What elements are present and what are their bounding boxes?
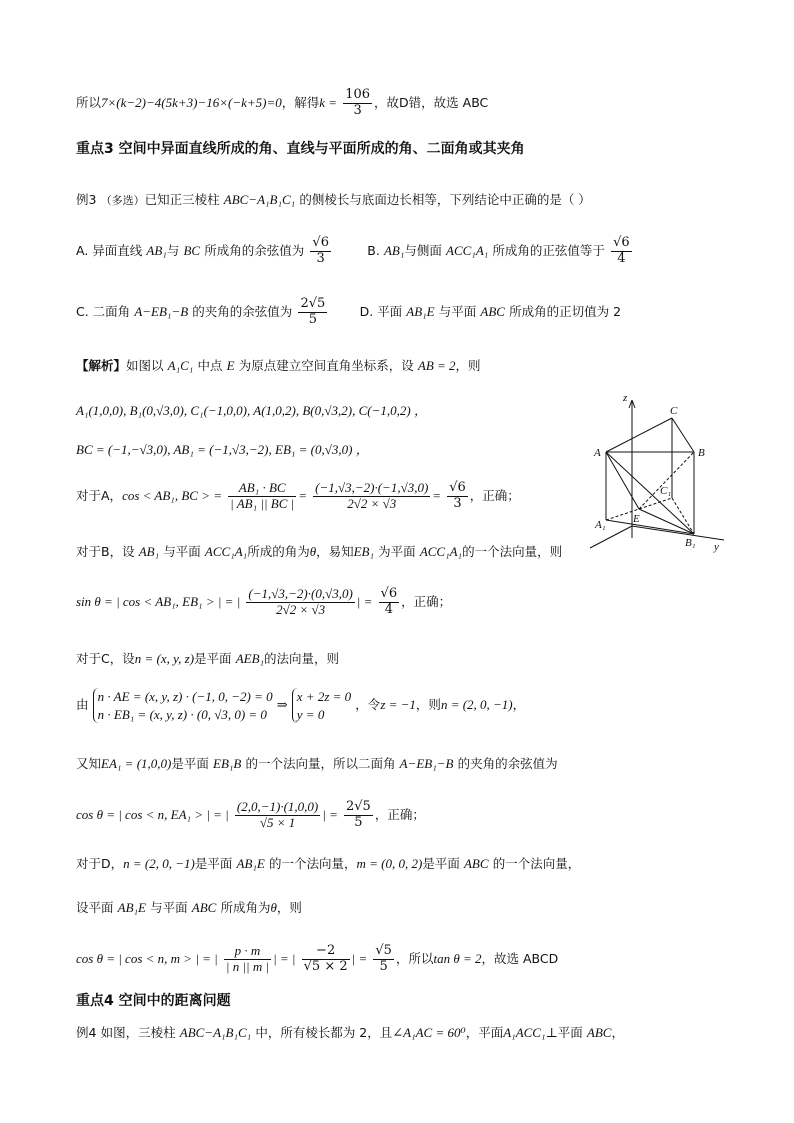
text: ，正确； bbox=[469, 487, 520, 503]
text: 的一个法向量，所以二面角 bbox=[245, 756, 396, 771]
equals: = bbox=[298, 487, 307, 503]
plane: AB₁E bbox=[117, 900, 146, 915]
text: ，正确； bbox=[401, 593, 452, 609]
numerator: (2,0,−1)·(1,0,0) bbox=[236, 799, 319, 814]
theta: θ bbox=[270, 900, 277, 915]
text: 是平面 bbox=[422, 856, 460, 871]
denominator: | AB₁ || BC | bbox=[230, 495, 295, 511]
fraction bbox=[310, 236, 331, 267]
edge-cb bbox=[672, 418, 694, 452]
text: 的一个法向量， bbox=[492, 856, 581, 871]
system-right bbox=[292, 688, 351, 723]
heading-3: 重点3 空间中异面直线所成的角、直线与平面所成的角、二面角或其夹角 bbox=[76, 141, 525, 157]
step-c-1 bbox=[76, 651, 339, 668]
fraction bbox=[298, 297, 327, 328]
solution-eq-1: x + 2z = 0 bbox=[296, 689, 352, 704]
text: 中，所有棱长都为 2，且 bbox=[255, 1025, 393, 1040]
example-label: 例3 bbox=[76, 192, 97, 207]
numerator: 2√5 bbox=[346, 799, 371, 814]
text: ， bbox=[611, 1025, 624, 1040]
fraction bbox=[379, 587, 400, 618]
vector-n: n = (x, y, z) bbox=[134, 651, 195, 666]
cos-expr: cos θ = | cos < n, EA₁ > | = | bbox=[76, 806, 229, 822]
plane: ABC bbox=[463, 856, 489, 871]
text: 是平面 bbox=[194, 651, 232, 666]
fraction bbox=[313, 481, 430, 512]
label-a1: A₁ bbox=[595, 519, 606, 531]
text: ，则 bbox=[276, 900, 302, 915]
text: 的一个法向量， bbox=[268, 856, 357, 871]
text: 由 bbox=[76, 697, 89, 713]
line-ab1: AB₁ bbox=[138, 544, 160, 559]
label-b1: B₁ bbox=[685, 537, 696, 549]
edge-length: AB = 2 bbox=[417, 358, 456, 373]
label-c: C bbox=[670, 405, 678, 417]
numerator: −2 bbox=[302, 944, 350, 960]
segment-ae bbox=[606, 452, 639, 509]
label-a: A bbox=[594, 447, 601, 459]
plane: ACC₁A₁ bbox=[419, 544, 463, 559]
abs-close: | = | bbox=[273, 950, 296, 966]
denominator: 3 bbox=[453, 495, 462, 511]
text: 是平面 bbox=[171, 756, 209, 771]
denominator: 5 bbox=[354, 814, 363, 830]
text: 又知 bbox=[76, 756, 102, 771]
line-bc: BC bbox=[183, 242, 201, 258]
text: 对于B，设 bbox=[76, 544, 135, 559]
tan-value: tan θ = 2 bbox=[433, 950, 482, 966]
equation: 7×(k−2)−4(5k+3)−16×(−k+5)=0 bbox=[101, 94, 282, 110]
numerator: √5 bbox=[375, 943, 392, 958]
text: ，则 bbox=[415, 697, 441, 713]
text: 与平面 bbox=[438, 303, 477, 319]
text: 所成角的余弦值为 bbox=[204, 242, 305, 258]
prism-figure bbox=[582, 388, 730, 558]
fraction bbox=[246, 587, 354, 618]
text: 为原点建立空间直角坐标系，设 bbox=[238, 358, 414, 373]
z-value: z = −1 bbox=[380, 697, 416, 713]
multi-select-tag: （多选） bbox=[100, 194, 145, 207]
dihedral-angle: A−EB₁−B bbox=[134, 303, 189, 319]
denominator: 5 bbox=[308, 311, 317, 327]
fraction bbox=[343, 88, 372, 119]
numerator: √6 bbox=[380, 586, 398, 601]
fraction bbox=[224, 944, 271, 975]
vector-n: n = (2, 0, −1) bbox=[123, 856, 195, 871]
numerator: (−1,√3,−2)·(0,√3,0) bbox=[248, 586, 353, 601]
y-axis bbox=[632, 526, 724, 540]
segment-eb1 bbox=[639, 509, 694, 534]
step-d-1 bbox=[76, 856, 580, 873]
plane: AEB₁ bbox=[235, 651, 265, 666]
numerator: √6 bbox=[449, 480, 466, 495]
sin-expr: sin θ = | cos < AB₁, EB₁ > | = | bbox=[76, 593, 241, 609]
denominator: 5 bbox=[379, 958, 388, 974]
text: 所成角为 bbox=[220, 900, 271, 915]
text: ，令 bbox=[355, 697, 381, 713]
coordinates: A₁(1,0,0), B₁(0,√3,0), C₁(−1,0,0), A(1,0,2), B(0,√3,2), C(−1,0,2) ， bbox=[76, 403, 427, 418]
text: 与平面 bbox=[150, 900, 188, 915]
numerator: √6 bbox=[613, 235, 630, 250]
text: ，则 bbox=[455, 358, 481, 373]
vector: EA₁ = (1,0,0) bbox=[101, 756, 172, 771]
edge-ac bbox=[606, 418, 672, 452]
denominator: 3 bbox=[353, 102, 362, 118]
numerator: 2√5 bbox=[300, 296, 326, 311]
plane: ABC bbox=[191, 900, 217, 915]
example-label: 例4 bbox=[76, 1025, 97, 1040]
text: 的夹角的余弦值为 bbox=[457, 756, 558, 771]
plane: ACC₁A₁ bbox=[446, 242, 489, 258]
text: 的一个法向量，则 bbox=[462, 544, 563, 559]
text: 的侧棱长与底面边长相等，下列结论中正确的是（ ） bbox=[299, 192, 591, 207]
text: 所成的角为 bbox=[247, 544, 310, 559]
step-c-4 bbox=[76, 800, 425, 831]
label-c1: C₁ bbox=[660, 485, 672, 497]
denominator: 2√2 × √3 bbox=[347, 495, 397, 511]
text: 如图，三棱柱 bbox=[100, 1025, 176, 1040]
text: C. 二面角 bbox=[76, 303, 131, 319]
text: ，所以 bbox=[395, 950, 434, 966]
label-b: B bbox=[698, 447, 705, 459]
fraction bbox=[447, 481, 468, 512]
text: 对于D， bbox=[76, 856, 124, 871]
text: 的夹角的余弦值为 bbox=[192, 303, 293, 319]
fraction bbox=[235, 800, 320, 831]
example-4 bbox=[76, 1025, 624, 1042]
text: ，易知 bbox=[316, 544, 354, 559]
denominator: | n || m | bbox=[225, 958, 270, 974]
denominator: 2√2 × √3 bbox=[276, 601, 326, 617]
perpendicular-symbol: ⊥ bbox=[545, 1025, 558, 1040]
step-d-3 bbox=[76, 944, 558, 975]
text: 中点 bbox=[197, 358, 223, 373]
numerator: (−1,√3,−2)·(−1,√3,0) bbox=[315, 480, 429, 495]
label-e: E bbox=[633, 513, 640, 525]
text: ，解得 bbox=[281, 94, 320, 110]
step-d-2 bbox=[76, 900, 302, 917]
text: 所成角的正切值为 2 bbox=[509, 303, 622, 319]
vector-m: m = (0, 0, 2) bbox=[356, 856, 423, 871]
abs-close: | = bbox=[322, 806, 338, 822]
fraction bbox=[302, 944, 350, 975]
text: 为平面 bbox=[378, 544, 416, 559]
step-b-1 bbox=[76, 544, 562, 561]
solution-eq-2: y = 0 bbox=[296, 706, 325, 722]
text: 已知正三棱柱 bbox=[144, 192, 220, 207]
text: 所以 bbox=[76, 94, 102, 110]
plane: EB₁B bbox=[213, 756, 242, 771]
denominator: √5 × 2 bbox=[303, 958, 348, 974]
text: 的法向量，则 bbox=[264, 651, 340, 666]
plane: AB₁E bbox=[236, 856, 265, 871]
step-b-2 bbox=[76, 587, 451, 618]
numerator: AB₁ · BC bbox=[228, 481, 296, 497]
fraction bbox=[228, 481, 296, 512]
cos-expr: cos θ = | cos < n, m > | = | bbox=[76, 950, 218, 966]
denominator: √5 × 1 bbox=[259, 814, 296, 830]
plane: ABC bbox=[586, 1025, 612, 1040]
heading-4: 重点4 空间中的距离问题 bbox=[76, 993, 231, 1009]
plane: ABC bbox=[480, 303, 505, 319]
line-1 bbox=[76, 88, 488, 119]
system-left bbox=[93, 688, 273, 723]
vector: EB₁ bbox=[353, 544, 375, 559]
line-ab1: AB₁ bbox=[146, 242, 167, 258]
step-c-2 bbox=[76, 688, 525, 723]
text: 对于A， bbox=[76, 487, 123, 503]
label-y: y bbox=[714, 541, 719, 553]
text: 平面 bbox=[557, 1025, 583, 1040]
text: 所成角的正弦值等于 bbox=[492, 242, 605, 258]
text: 设平面 bbox=[76, 900, 114, 915]
numerator: p · m bbox=[224, 944, 271, 960]
plane: AB₁E bbox=[406, 303, 435, 319]
step-c-3 bbox=[76, 756, 558, 773]
text: 与侧面 bbox=[404, 242, 442, 258]
option-a bbox=[76, 236, 634, 267]
n-value: n = (2, 0, −1) bbox=[440, 697, 513, 713]
numerator: 106 bbox=[345, 87, 371, 102]
prism: ABC−A₁B₁C₁ bbox=[179, 1025, 252, 1040]
numerator: √6 bbox=[312, 235, 329, 250]
implies-arrow: ⇒ bbox=[276, 697, 288, 713]
text: 对于C，设 bbox=[76, 651, 135, 666]
text: ，故D错，故选 ABC bbox=[374, 94, 489, 110]
denominator: 4 bbox=[617, 250, 626, 266]
system-eq-2: n · EB₁ = (x, y, z) · (0, √3, 0) = 0 bbox=[97, 706, 267, 722]
denominator: 3 bbox=[316, 250, 325, 266]
line-ab1: AB₁ bbox=[383, 242, 405, 258]
text: ， bbox=[512, 697, 526, 713]
text: 如图以 bbox=[126, 358, 164, 373]
solution-label: 【解析】 bbox=[76, 358, 127, 373]
angle: ∠A₁AC = 60⁰ bbox=[392, 1025, 466, 1040]
dihedral-angle: A−EB₁−B bbox=[399, 756, 454, 771]
vectors: BC = (−1,−√3,0), AB₁ = (−1,√3,−2), EB₁ = (0,√3,0) ， bbox=[76, 442, 369, 457]
equals: = bbox=[432, 487, 442, 503]
fraction bbox=[344, 800, 373, 831]
abs-close: | = bbox=[356, 593, 373, 609]
plane: ACC₁A₁ bbox=[204, 544, 248, 559]
option-c-d bbox=[76, 297, 621, 328]
fraction bbox=[611, 236, 632, 267]
solution-intro bbox=[76, 358, 481, 375]
step-a bbox=[76, 481, 520, 512]
denominator: 4 bbox=[384, 601, 393, 617]
segment: A₁C₁ bbox=[167, 358, 194, 373]
text: ，故选 ABCD bbox=[481, 950, 559, 966]
text: 是平面 bbox=[194, 856, 233, 871]
text: A. 异面直线 bbox=[76, 242, 143, 258]
cos-expr: cos < AB₁, BC > = bbox=[122, 487, 222, 503]
system-eq-1: n · AE = (x, y, z) · (−1, 0, −2) = 0 bbox=[97, 689, 273, 704]
example-3 bbox=[76, 192, 591, 209]
text: B. bbox=[367, 242, 380, 258]
point: E bbox=[226, 358, 235, 373]
k-lhs: k = bbox=[319, 94, 338, 110]
text: D. 平面 bbox=[359, 303, 403, 319]
label-z: z bbox=[623, 392, 628, 404]
theta: θ bbox=[309, 544, 317, 559]
fraction bbox=[373, 944, 394, 975]
text: 与 bbox=[166, 242, 180, 258]
text: ，平面 bbox=[465, 1025, 504, 1040]
text: ，正确； bbox=[374, 806, 425, 822]
segment-eb bbox=[639, 452, 694, 509]
text: 与平面 bbox=[163, 544, 201, 559]
abs-close: | = bbox=[351, 950, 368, 966]
plane: A₁ACC₁ bbox=[503, 1025, 546, 1040]
prism: ABC−A₁B₁C₁ bbox=[223, 192, 296, 207]
